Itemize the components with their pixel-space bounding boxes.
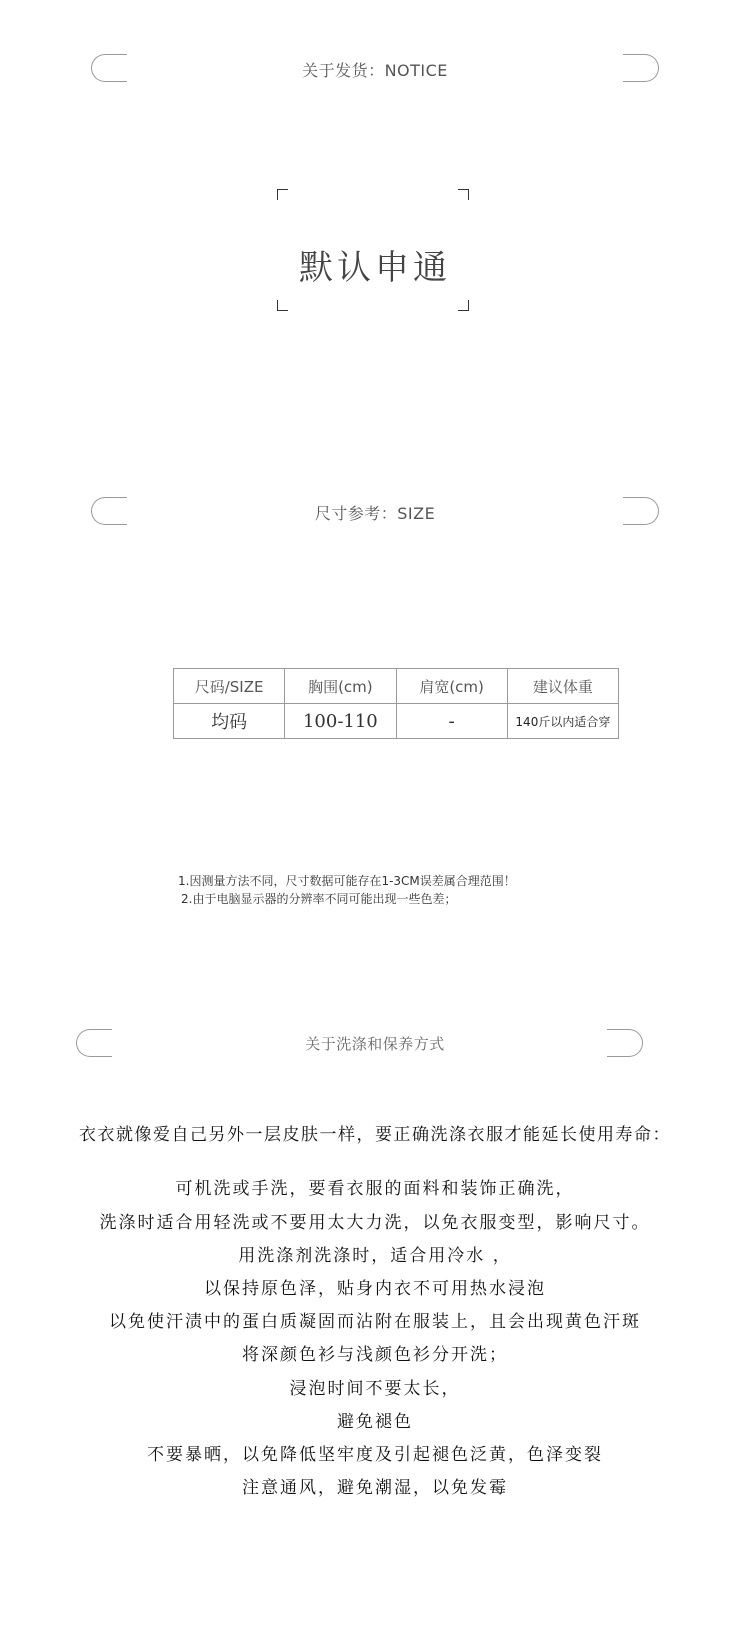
care-title: 关于洗涤和保养方式: [305, 1035, 445, 1053]
care-line: 将深颜色衫与浅颜色衫分开洗；: [242, 1345, 508, 1365]
frame-corner-top-right: [458, 189, 469, 200]
care-line: 注意通风，避免潮湿，以免发霉: [242, 1478, 508, 1498]
size-table-header-row: [174, 669, 619, 704]
care-line: 洗涤时适合用轻洗或不要用太大力洗，以免衣服变型，影响尺寸。: [99, 1213, 651, 1233]
header-shoulder: 肩宽(cm): [396, 669, 507, 704]
size-title: 尺寸参考：SIZE: [314, 504, 436, 523]
shipping-carrier-text: 默认申通: [299, 248, 451, 288]
header-chest: 胸围(cm): [285, 669, 396, 704]
care-line: 浸泡时间不要太长，: [289, 1379, 461, 1399]
table-row: [174, 704, 619, 739]
size-header: [0, 497, 750, 527]
care-line: 不要暴晒，以免降低坚牢度及引起褪色泛黄，色泽变裂: [147, 1445, 603, 1465]
cell-shoulder: -: [396, 704, 507, 739]
notice-title: 关于发货：NOTICE: [302, 61, 448, 80]
care-line: 避免褪色: [337, 1412, 413, 1432]
notice-header: [0, 54, 750, 84]
right-bracket-decoration: [623, 54, 659, 82]
right-bracket-decoration: [607, 1029, 643, 1057]
cell-size: 均码: [174, 704, 285, 739]
frame-corner-bottom-left: [277, 300, 288, 311]
frame-corner-top-left: [277, 189, 288, 200]
care-line: 可机洗或手洗，要看衣服的面料和装饰正确洗，: [175, 1179, 575, 1199]
care-line: 以保持原色泽，贴身内衣不可用热水浸泡: [204, 1279, 546, 1299]
note-measurement: 1.因测量方法不同，尺寸数据可能存在1-3CM误差属合理范围！: [178, 874, 516, 888]
right-bracket-decoration: [623, 497, 659, 525]
size-table: [173, 668, 619, 739]
header-weight: 建议体重: [507, 669, 618, 704]
note-color-difference: 2.由于电脑显示器的分辨率不同可能出现一些色差；: [181, 892, 457, 906]
header-size: 尺码/SIZE: [174, 669, 285, 704]
size-notes: [178, 872, 516, 908]
care-line: 以免使汗渍中的蛋白质凝固而沾附在服装上，且会出现黄色汗斑: [109, 1312, 641, 1332]
care-header: [0, 1029, 750, 1059]
frame-corner-bottom-right: [458, 300, 469, 311]
cell-weight: 140斤以内适合穿: [507, 704, 618, 739]
cell-chest: 100-110: [285, 704, 396, 739]
care-line: 用洗涤剂洗涤时，适合用冷水 ，: [238, 1246, 512, 1266]
care-intro: 衣衣就像爱自己另外一层皮肤一样，要正确洗涤衣服才能延长使用寿命：: [79, 1125, 671, 1145]
